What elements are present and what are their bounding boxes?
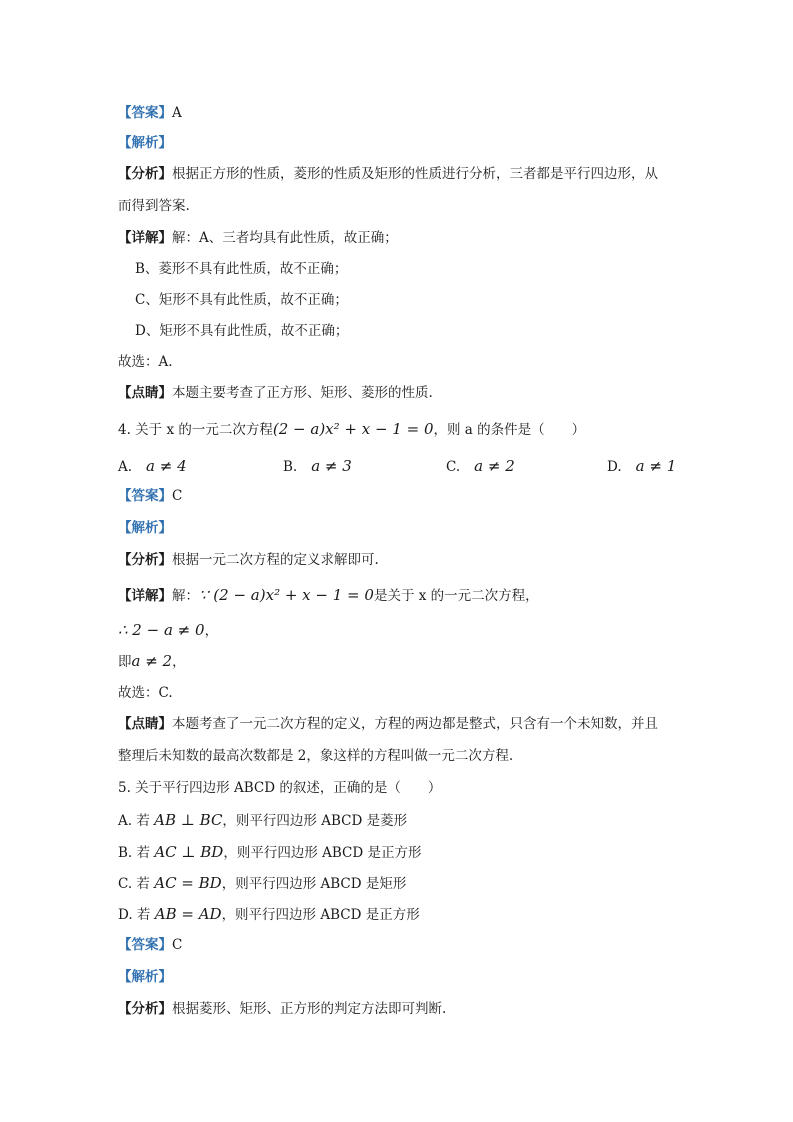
q3-dianjing-line [118, 383, 433, 403]
q4-analysis-heading [118, 518, 172, 538]
option-label: C. 若 [118, 876, 150, 892]
ji-suffix: ， [172, 654, 186, 670]
fenxi-text: 根据一元二次方程的定义求解即可. [172, 552, 379, 568]
q3-line-c: C、矩形不具有此性质，故不正确； [135, 292, 348, 308]
analysis-tag: 【解析】 [118, 135, 172, 151]
dianjing-text: 本题主要考查了正方形、矩形、菱形的性质. [172, 385, 433, 401]
option-label: A. [118, 459, 133, 475]
option-label: D. 若 [118, 907, 151, 923]
option-label: C. [446, 459, 461, 475]
answer-tag: 【答案】 [118, 105, 172, 121]
option-tail: ，则平行四边形 ABCD 是矩形 [221, 876, 407, 892]
option-math: AC ⊥ BD [154, 843, 224, 861]
q4-choose: 故选：C. [118, 685, 173, 701]
fenxi-tag: 【分析】 [118, 552, 172, 568]
fenxi-tag: 【分析】 [118, 1001, 172, 1017]
option-tail: ，则平行四边形 ABCD 是正方形 [223, 845, 422, 861]
q5-analysis-heading [118, 967, 172, 987]
q5-fenxi-line [118, 999, 446, 1019]
xiangjie-suffix: 是关于 x 的一元二次方程， [373, 588, 539, 604]
analysis-tag: 【解析】 [118, 969, 172, 985]
q3-fenxi-line-2 [118, 196, 190, 216]
answer-value: A [172, 105, 182, 121]
q5-option-a [118, 810, 407, 831]
fenxi-text: 根据正方形的性质，菱形的性质及矩形的性质进行分析，三者都是平行四边形，从 [172, 166, 658, 182]
option-math: a ≠ 1 [635, 457, 677, 475]
option-label: D. [607, 459, 622, 475]
q4-answer-line [118, 486, 182, 506]
q3-fenxi-line [118, 164, 658, 184]
option-math: a ≠ 2 [474, 457, 515, 475]
dianjing-text: 本题考查了一元二次方程的定义，方程的两边都是整式，只含有一个未知数，并且 [172, 716, 658, 732]
therefore-math: ∴ 2 − a ≠ 0 [118, 621, 205, 639]
therefore-suffix: ， [204, 623, 219, 639]
q3-answer-line [118, 103, 182, 123]
q4-stem-equation: (2 − a)x² + x − 1 = 0 [272, 420, 434, 438]
q3-line-b: B、菱形不具有此性质，故不正确； [135, 261, 348, 277]
q5-option-c [118, 873, 406, 894]
option-math: AB = AD [154, 905, 222, 923]
q5-option-b [118, 842, 421, 863]
fenxi-text: 根据菱形、矩形、正方形的判定方法即可判断. [172, 1001, 447, 1017]
q4-stem [118, 419, 585, 440]
q4-stem-suffix: ，则 a 的条件是（ ） [433, 422, 586, 438]
option-label: A. 若 [118, 813, 150, 829]
q4-option-d [607, 456, 676, 477]
answer-tag: 【答案】 [118, 488, 172, 504]
xiangjie-equation: ∵ (2 − a)x² + x − 1 = 0 [199, 586, 374, 604]
q4-option-a [118, 456, 187, 477]
fenxi-tag: 【分析】 [118, 166, 172, 182]
ji-prefix: 即 [118, 654, 132, 670]
option-label: B. [283, 459, 298, 475]
q4-xiangjie-line [118, 585, 539, 606]
q3-choose: 故选：A. [118, 354, 173, 370]
q4-dianjing-line [118, 714, 658, 734]
q3-analysis-heading [118, 133, 172, 153]
q4-ji-line [118, 651, 186, 672]
q4-option-c [446, 456, 515, 477]
q4-option-b [283, 456, 352, 477]
option-tail: ，则平行四边形 ABCD 是正方形 [221, 907, 420, 923]
answer-tag: 【答案】 [118, 937, 172, 953]
option-tail: ，则平行四边形 ABCD 是菱形 [222, 813, 408, 829]
q5-answer-line [118, 935, 182, 955]
analysis-tag: 【解析】 [118, 520, 172, 536]
xiangjie-tag: 【详解】 [118, 230, 172, 246]
q4-stem-prefix: 4. 关于 x 的一元二次方程 [118, 422, 273, 438]
option-math: a ≠ 3 [311, 457, 352, 475]
xiangjie-tag: 【详解】 [118, 588, 172, 604]
dianjing-tag: 【点睛】 [118, 385, 172, 401]
answer-value: C [172, 488, 183, 504]
dianjing-tag: 【点睛】 [118, 716, 172, 732]
option-math: AC = BD [154, 874, 222, 892]
option-math: a ≠ 4 [146, 457, 187, 475]
option-math: AB ⊥ BC [154, 811, 223, 829]
q3-line-d: D、矩形不具有此性质，故不正确； [135, 323, 349, 339]
q3-xiangjie-line [118, 228, 398, 248]
q4-dianjing-line-2: 整理后未知数的最高次数都是 2，象这样的方程叫做一元二次方程. [118, 748, 514, 764]
fenxi-text-cont: 而得到答案. [118, 198, 190, 214]
q4-fenxi-line [118, 550, 379, 570]
xiangjie-prefix: 解： [172, 588, 199, 604]
xiangjie-text: 解：A、三者均具有此性质，故正确； [172, 230, 398, 246]
option-label: B. 若 [118, 845, 151, 861]
answer-value: C [172, 937, 183, 953]
q5-stem: 5. 关于平行四边形 ABCD 的叙述，正确的是（ ） [118, 780, 442, 796]
q4-therefore-line [118, 620, 218, 641]
ji-math: a ≠ 2 [131, 652, 173, 670]
q5-option-d [118, 904, 420, 925]
